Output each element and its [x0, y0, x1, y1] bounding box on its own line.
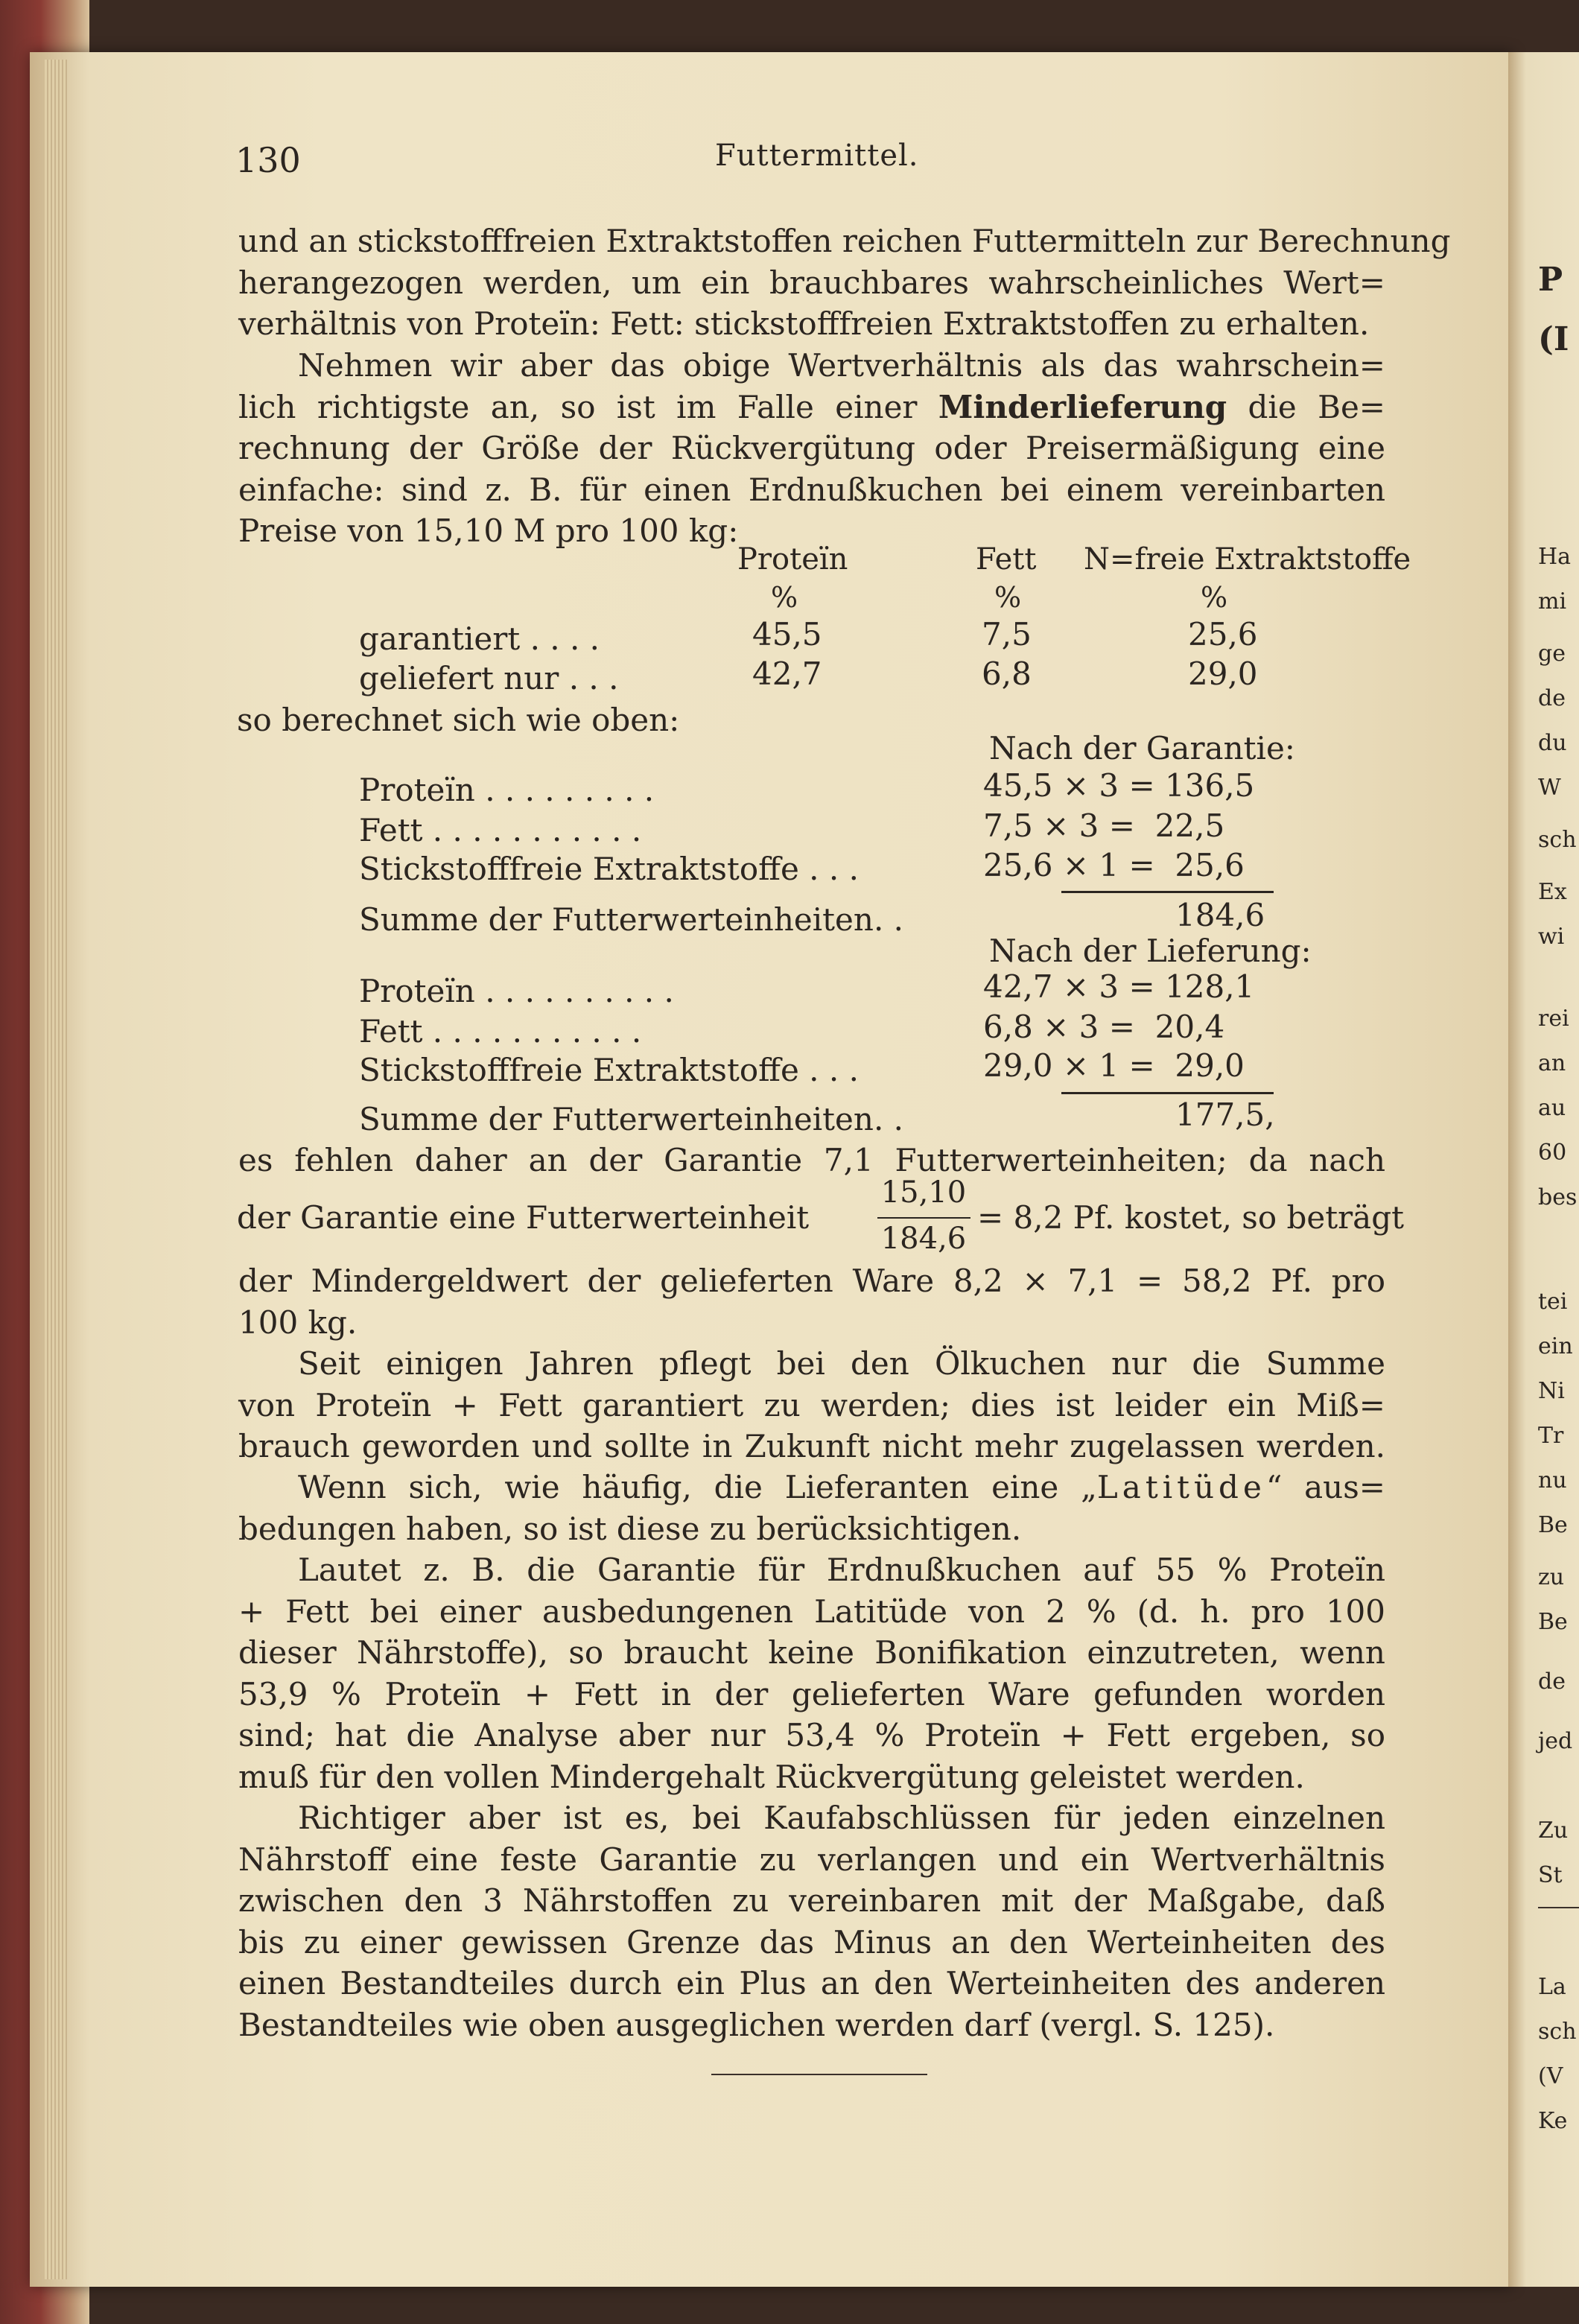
text-line: Seit einigen Jahren pflegt bei den Ölkuchen nur die Summe: [298, 1345, 1385, 1382]
text-line: herangezogen werden, um ein brauchbares wahrscheinliches Wert=: [238, 264, 1385, 301]
sum-rule: [1061, 891, 1274, 893]
paragraph-richtiger: [238, 1797, 1385, 2045]
adjacent-page-text: jed: [1538, 1728, 1573, 1754]
calc-row-formula: 45,5 × 3 = 136,5: [983, 767, 1255, 804]
running-title: Futtermittel.: [715, 139, 919, 173]
adjacent-page-text: zu: [1538, 1564, 1565, 1590]
calc-row-formula: 6,8 × 3 = 20,4: [983, 1009, 1225, 1045]
adjacent-page-text: au: [1538, 1095, 1566, 1121]
page-number: 130: [235, 140, 301, 180]
table-cell: 45,5: [752, 616, 822, 653]
calc-row-label: Fett . . . . . . . . . . .: [359, 812, 642, 848]
paragraph-example: [238, 1549, 1385, 1797]
adjacent-page-text: Zu: [1538, 1817, 1569, 1844]
text-fragment: “ aus=: [1265, 1469, 1385, 1505]
text-line: 100 kg.: [238, 1304, 358, 1341]
intro-paragraph: [238, 220, 1451, 345]
text-line: [238, 1467, 1385, 1508]
text-line: sind; hat die Analyse aber nur 53,4 % Proteïn + Fett ergeben, so: [238, 1717, 1385, 1753]
text-line: Nehmen wir aber das obige Wertverhältnis als das wahrschein=: [298, 347, 1385, 384]
text-line: Richtiger aber ist es, bei Kaufabschlüssen für jeden einzelnen: [298, 1800, 1385, 1836]
text-line: rechnung der Größe der Rückvergütung oder Preisermäßigung eine: [238, 430, 1385, 466]
table-header-protein: Proteïn: [737, 542, 848, 577]
text-line: 53,9 % Proteïn + Fett in der gelieferten Ware gefunden worden: [238, 1675, 1385, 1712]
unit-percent: %: [1201, 581, 1228, 614]
text-line: brauch geworden und sollte in Zukunft nicht mehr zugelassen werden.: [238, 1428, 1385, 1464]
adjacent-page-text: (V: [1538, 2063, 1563, 2089]
text-line: Nährstoff eine feste Garantie zu verlangen und ein Wertverhältnis: [238, 1841, 1385, 1878]
adjacent-page-text: St: [1538, 1862, 1563, 1888]
table-row-label: garantiert . . . .: [359, 620, 600, 657]
unit-percent: %: [994, 581, 1022, 614]
text-fragment: die Be=: [1248, 388, 1385, 425]
table-cell: 29,0: [1188, 655, 1258, 692]
text-fragment: lich richtigste an, so ist im Falle einer: [238, 388, 918, 425]
adjacent-page-text: mi: [1538, 588, 1567, 615]
calc-row-label: Stickstofffreie Extraktstoffe . . .: [359, 851, 859, 887]
table-cell: 7,5: [982, 616, 1032, 653]
adjacent-page-text: tei: [1538, 1289, 1568, 1315]
text-line: Lautet z. B. die Garantie für Erdnußkuchen auf 55 % Proteïn: [298, 1552, 1385, 1588]
adjacent-page-text: Ke: [1538, 2108, 1568, 2134]
table-header-extraktstoffe: N=freie Extraktstoffe: [1084, 542, 1411, 577]
unit-percent: %: [771, 581, 798, 614]
emphasis-latituede: Latitüde: [1096, 1469, 1266, 1505]
emphasis-minderlieferung: Minderlieferung: [938, 388, 1227, 425]
adjacent-page-text: Tr: [1538, 1423, 1564, 1449]
text-line: einen Bestandteiles durch ein Plus an den Werteinheiten des anderen: [238, 1965, 1385, 2001]
adjacent-page-text: La: [1538, 1974, 1566, 2000]
adjacent-page-text: Be: [1538, 1512, 1568, 1538]
conclusion-line: [238, 1140, 1385, 1181]
calc-row-label: Proteïn . . . . . . . . . .: [359, 973, 674, 1009]
adjacent-page-text: W: [1538, 775, 1561, 801]
calc-row-label: Fett . . . . . . . . . . .: [359, 1013, 642, 1050]
table-cell: 42,7: [752, 655, 822, 692]
adjacent-page-text: Ni: [1538, 1378, 1565, 1404]
paragraph-oelkuchen: [238, 1343, 1385, 1467]
adjacent-page-text: Be: [1538, 1609, 1568, 1635]
fraction-numerator: 15,10: [880, 1175, 967, 1210]
section-end-rule: [711, 2074, 927, 2075]
text-fragment: Wenn sich, wie häufig, die Lieferanten eine „: [298, 1469, 1097, 1505]
adjacent-page-text: nu: [1538, 1467, 1567, 1493]
adjacent-page-text: sch: [1538, 827, 1577, 853]
text-line: [238, 387, 1385, 428]
table-header-fett: Fett: [976, 542, 1037, 577]
adjacent-page-text: ge: [1538, 641, 1566, 667]
fraction-denominator: 184,6: [880, 1222, 967, 1256]
conclusion-text: der Garantie eine Futterwerteinheit: [237, 1199, 810, 1236]
text-line: dieser Nährstoffe), so braucht keine Bonifikation einzutreten, wenn: [238, 1634, 1385, 1671]
adjacent-page-text: (I: [1538, 320, 1569, 358]
page-stack-edge: [45, 60, 67, 2279]
adjacent-page-fragment: [1508, 52, 1579, 2287]
paragraph-latituede: [238, 1467, 1385, 1549]
text-line: zwischen den 3 Nährstoffen zu vereinbaren mit der Maßgabe, daß: [238, 1882, 1385, 1919]
delivery-heading: Nach der Lieferung:: [989, 933, 1312, 969]
conclusion-text: = 8,2 Pf. kostet, so beträgt: [977, 1199, 1404, 1236]
adjacent-page-text: Ex: [1538, 879, 1567, 905]
fraction-bar: [877, 1217, 970, 1219]
calc-row-label: Stickstofffreie Extraktstoffe . . .: [359, 1052, 859, 1088]
adjacent-page-text: ein: [1538, 1333, 1573, 1359]
table-cell: 25,6: [1188, 616, 1258, 653]
calc-row-formula: 29,0 × 1 = 29,0: [983, 1047, 1245, 1084]
text-line: es fehlen daher an der Garantie 7,1 Futterwerteinheiten; da nach: [238, 1142, 1385, 1178]
guarantee-heading: Nach der Garantie:: [989, 730, 1295, 766]
calc-row-formula: 7,5 × 3 = 22,5: [983, 807, 1225, 844]
adjacent-page-text: Ha: [1538, 544, 1572, 570]
conclusion-tail: [238, 1260, 1385, 1343]
text-line: von Proteïn + Fett garantiert zu werden; dies ist leider ein Miß=: [238, 1386, 1385, 1423]
adjacent-page-text: P: [1538, 261, 1563, 299]
text-line: + Fett bei einer ausbedungenen Latitüde von 2 % (d. h. pro 100: [238, 1593, 1385, 1630]
calc-row-label: Proteïn . . . . . . . . .: [359, 772, 655, 808]
text-line: bis zu einer gewissen Grenze das Minus an den Werteinheiten des: [238, 1923, 1385, 1961]
calc-intro: so berechnet sich wie oben:: [237, 702, 680, 738]
adjacent-page-rule: [1538, 1907, 1579, 1908]
text-line: einfache: sind z. B. für einen Erdnußkuchen bei einem vereinbarten: [238, 471, 1385, 508]
adjacent-page-text: 60: [1538, 1140, 1567, 1166]
adjacent-page-text: an: [1538, 1050, 1566, 1076]
adjacent-page-text: wi: [1538, 924, 1565, 950]
text-line: verhältnis von Proteïn: Fett: stickstofffreien Extraktstoffen zu erhalten.: [238, 305, 1370, 342]
calc-row-formula: 42,7 × 3 = 128,1: [983, 968, 1255, 1005]
sum-label: Summe der Futterwerteinheiten. .: [359, 901, 904, 938]
text-line: muß für den vollen Mindergehalt Rückvergütung geleistet werden.: [238, 1758, 1305, 1795]
table-cell: 6,8: [982, 655, 1032, 692]
paragraph-minderlieferung: [238, 345, 1385, 552]
sum-value: 177,5,: [1175, 1096, 1275, 1133]
calc-row-formula: 25,6 × 1 = 25,6: [983, 847, 1245, 883]
text-line: bedungen haben, so ist diese zu berücksichtigen.: [238, 1510, 1022, 1547]
sum-label: Summe der Futterwerteinheiten. .: [359, 1101, 904, 1137]
adjacent-page-text: bes: [1538, 1184, 1578, 1210]
text-line: und an stickstofffreien Extraktstoffen reichen Futtermitteln zur Berechnung: [238, 223, 1451, 259]
adjacent-page-text: rei: [1538, 1006, 1569, 1032]
adjacent-page-text: du: [1538, 730, 1567, 756]
adjacent-page-text: de: [1538, 685, 1566, 711]
adjacent-page-text: sch: [1538, 2019, 1577, 2045]
sum-value: 184,6: [1175, 897, 1265, 933]
table-row-label: geliefert nur . . .: [359, 660, 619, 696]
text-line: der Mindergeldwert der gelieferten Ware 8,2 × 7,1 = 58,2 Pf. pro: [238, 1263, 1385, 1299]
sum-rule: [1061, 1092, 1274, 1094]
adjacent-page-text: de: [1538, 1669, 1566, 1695]
text-line: Preise von 15,10 M pro 100 kg:: [238, 512, 739, 549]
text-line: Bestandteiles wie oben ausgeglichen werden darf (vergl. S. 125).: [238, 2006, 1275, 2043]
